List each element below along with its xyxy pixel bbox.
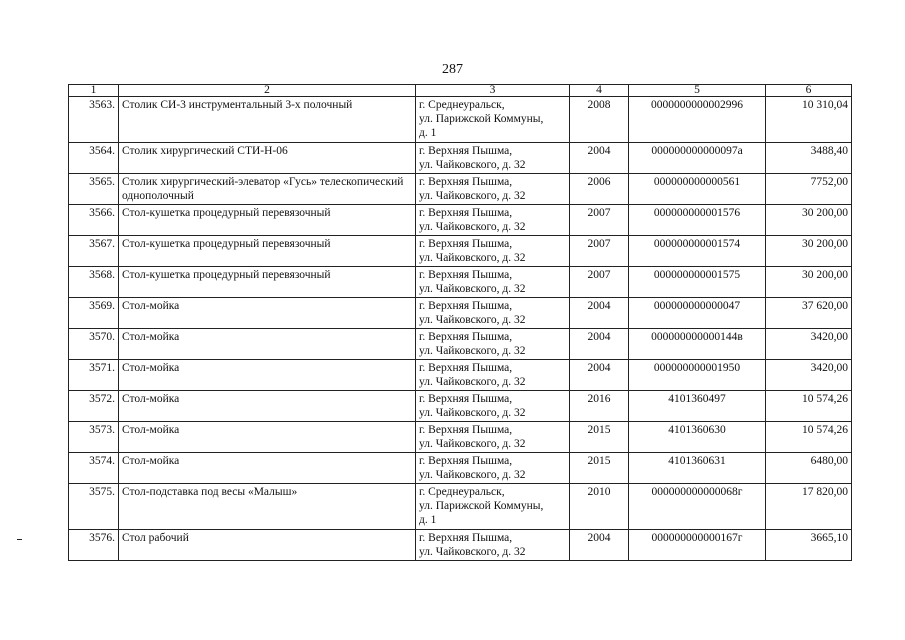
address-line: г. Верхняя Пышма, xyxy=(419,176,513,188)
cost-cell: 3488,40 xyxy=(766,143,852,174)
item-name-cell: Стол-кушетка процедурный перевязочный xyxy=(119,267,416,298)
row-number-cell: 3576. xyxy=(69,530,119,561)
inventory-number-cell: 0000000000002996 xyxy=(629,97,766,143)
row-number-cell: 3563. xyxy=(69,97,119,143)
margin-dash-mark xyxy=(17,539,22,540)
item-name-cell: Стол-мойка xyxy=(119,329,416,360)
address-line: д. 1 xyxy=(419,514,437,526)
address-line: г. Среднеуральск, xyxy=(419,486,505,498)
year-cell: 2015 xyxy=(570,453,629,484)
cost-cell: 3665,10 xyxy=(766,530,852,561)
cost-cell: 6480,00 xyxy=(766,453,852,484)
address-line: ул. Парижской Коммуны, xyxy=(419,113,544,125)
year-cell: 2007 xyxy=(570,236,629,267)
year-cell: 2007 xyxy=(570,267,629,298)
table-row xyxy=(69,329,852,360)
table-row xyxy=(69,174,852,205)
inventory-number-cell: 4101360630 xyxy=(629,422,766,453)
row-number-cell: 3568. xyxy=(69,267,119,298)
row-number-cell: 3564. xyxy=(69,143,119,174)
item-name-cell: Стол-мойка xyxy=(119,298,416,329)
inventory-number-cell: 000000000000068г xyxy=(629,484,766,530)
cost-cell: 10 310,04 xyxy=(766,97,852,143)
address-line: г. Среднеуральск, xyxy=(419,99,505,111)
table-row xyxy=(69,530,852,561)
item-name-cell: Стол-мойка xyxy=(119,391,416,422)
year-cell: 2004 xyxy=(570,143,629,174)
address-line: г. Верхняя Пышма, xyxy=(419,424,513,436)
address-line: ул. Чайковского, д. 32 xyxy=(419,376,526,388)
cost-cell: 10 574,26 xyxy=(766,391,852,422)
inventory-number-cell: 4101360497 xyxy=(629,391,766,422)
inventory-number-cell: 000000000001574 xyxy=(629,236,766,267)
item-name-cell: Столик СИ-3 инструментальный 3-х полочный xyxy=(119,97,416,143)
address-cell xyxy=(416,267,570,298)
address-cell xyxy=(416,391,570,422)
item-name-cell: Стол-мойка xyxy=(119,422,416,453)
item-name-cell: Стол-мойка xyxy=(119,453,416,484)
address-line: ул. Чайковского, д. 32 xyxy=(419,221,526,233)
column-header-cost: 6 xyxy=(766,85,852,97)
inventory-number-cell: 000000000000047 xyxy=(629,298,766,329)
cost-cell: 3420,00 xyxy=(766,360,852,391)
header-row xyxy=(69,85,852,97)
address-cell xyxy=(416,143,570,174)
table-row xyxy=(69,484,852,530)
cost-cell: 30 200,00 xyxy=(766,236,852,267)
address-cell xyxy=(416,360,570,391)
item-name-cell: Стол-подставка под весы «Малыш» xyxy=(119,484,416,530)
table-row xyxy=(69,205,852,236)
year-cell: 2004 xyxy=(570,298,629,329)
year-cell: 2008 xyxy=(570,97,629,143)
item-name-cell: Стол-кушетка процедурный перевязочный xyxy=(119,205,416,236)
address-line: ул. Чайковского, д. 32 xyxy=(419,345,526,357)
inventory-number-cell: 000000000001575 xyxy=(629,267,766,298)
cost-cell: 30 200,00 xyxy=(766,267,852,298)
table-row xyxy=(69,453,852,484)
address-cell xyxy=(416,236,570,267)
table-row xyxy=(69,267,852,298)
cost-cell: 7752,00 xyxy=(766,174,852,205)
address-line: г. Верхняя Пышма, xyxy=(419,145,513,157)
address-line: г. Верхняя Пышма, xyxy=(419,331,513,343)
address-line: ул. Чайковского, д. 32 xyxy=(419,252,526,264)
item-name-cell: Стол-мойка xyxy=(119,360,416,391)
address-line: ул. Чайковского, д. 32 xyxy=(419,314,526,326)
row-number-cell: 3569. xyxy=(69,298,119,329)
cost-cell: 17 820,00 xyxy=(766,484,852,530)
address-line: ул. Парижской Коммуны, xyxy=(419,500,544,512)
year-cell: 2010 xyxy=(570,484,629,530)
row-number-cell: 3567. xyxy=(69,236,119,267)
address-cell xyxy=(416,205,570,236)
table-row xyxy=(69,422,852,453)
address-line: д. 1 xyxy=(419,127,437,139)
address-cell xyxy=(416,422,570,453)
row-number-cell: 3573. xyxy=(69,422,119,453)
year-cell: 2006 xyxy=(570,174,629,205)
row-number-cell: 3574. xyxy=(69,453,119,484)
table-row xyxy=(69,97,852,143)
row-number-cell: 3566. xyxy=(69,205,119,236)
page-number: 287 xyxy=(442,62,463,77)
address-line: ул. Чайковского, д. 32 xyxy=(419,546,526,558)
address-line: г. Верхняя Пышма, xyxy=(419,207,513,219)
row-number-cell: 3572. xyxy=(69,391,119,422)
registry-table xyxy=(68,84,852,561)
table-row xyxy=(69,298,852,329)
address-cell xyxy=(416,174,570,205)
address-line: г. Верхняя Пышма, xyxy=(419,238,513,250)
table-row xyxy=(69,360,852,391)
year-cell: 2016 xyxy=(570,391,629,422)
table-row xyxy=(69,143,852,174)
cost-cell: 37 620,00 xyxy=(766,298,852,329)
cost-cell: 10 574,26 xyxy=(766,422,852,453)
address-line: г. Верхняя Пышма, xyxy=(419,300,513,312)
item-name-cell: Стол-кушетка процедурный перевязочный xyxy=(119,236,416,267)
item-name-cell: Столик хирургический СТИ-Н-06 xyxy=(119,143,416,174)
table-row xyxy=(69,236,852,267)
inventory-number-cell: 000000000000097а xyxy=(629,143,766,174)
address-cell xyxy=(416,530,570,561)
address-line: г. Верхняя Пышма, xyxy=(419,455,513,467)
column-header-index: 1 xyxy=(69,85,119,97)
year-cell: 2007 xyxy=(570,205,629,236)
address-line: г. Верхняя Пышма, xyxy=(419,269,513,281)
year-cell: 2004 xyxy=(570,530,629,561)
inventory-number-cell: 000000000000144в xyxy=(629,329,766,360)
address-cell xyxy=(416,298,570,329)
address-line: г. Верхняя Пышма, xyxy=(419,362,513,374)
year-cell: 2015 xyxy=(570,422,629,453)
address-cell xyxy=(416,453,570,484)
address-cell xyxy=(416,97,570,143)
item-name-cell: Стол рабочий xyxy=(119,530,416,561)
cost-cell: 3420,00 xyxy=(766,329,852,360)
year-cell: 2004 xyxy=(570,360,629,391)
column-header-inventory-number: 5 xyxy=(629,85,766,97)
address-cell xyxy=(416,484,570,530)
address-cell xyxy=(416,329,570,360)
address-line: ул. Чайковского, д. 32 xyxy=(419,190,526,202)
row-number-cell: 3570. xyxy=(69,329,119,360)
address-line: г. Верхняя Пышма, xyxy=(419,393,513,405)
year-cell: 2004 xyxy=(570,329,629,360)
inventory-number-cell: 000000000000561 xyxy=(629,174,766,205)
address-line: г. Верхняя Пышма, xyxy=(419,532,513,544)
address-line: ул. Чайковского, д. 32 xyxy=(419,407,526,419)
cost-cell: 30 200,00 xyxy=(766,205,852,236)
address-line: ул. Чайковского, д. 32 xyxy=(419,283,526,295)
column-header-year: 4 xyxy=(570,85,629,97)
row-number-cell: 3575. xyxy=(69,484,119,530)
address-line: ул. Чайковского, д. 32 xyxy=(419,469,526,481)
column-header-address: 3 xyxy=(416,85,570,97)
table-row xyxy=(69,391,852,422)
column-header-name: 2 xyxy=(119,85,416,97)
inventory-number-cell: 000000000001576 xyxy=(629,205,766,236)
address-line: ул. Чайковского, д. 32 xyxy=(419,438,526,450)
address-line: ул. Чайковского, д. 32 xyxy=(419,159,526,171)
item-name-cell: Столик хирургический-элеватор «Гусь» телескопический однополочный xyxy=(119,174,416,205)
row-number-cell: 3571. xyxy=(69,360,119,391)
inventory-number-cell: 000000000000167г xyxy=(629,530,766,561)
inventory-number-cell: 000000000001950 xyxy=(629,360,766,391)
row-number-cell: 3565. xyxy=(69,174,119,205)
inventory-number-cell: 4101360631 xyxy=(629,453,766,484)
table-body xyxy=(69,97,852,561)
